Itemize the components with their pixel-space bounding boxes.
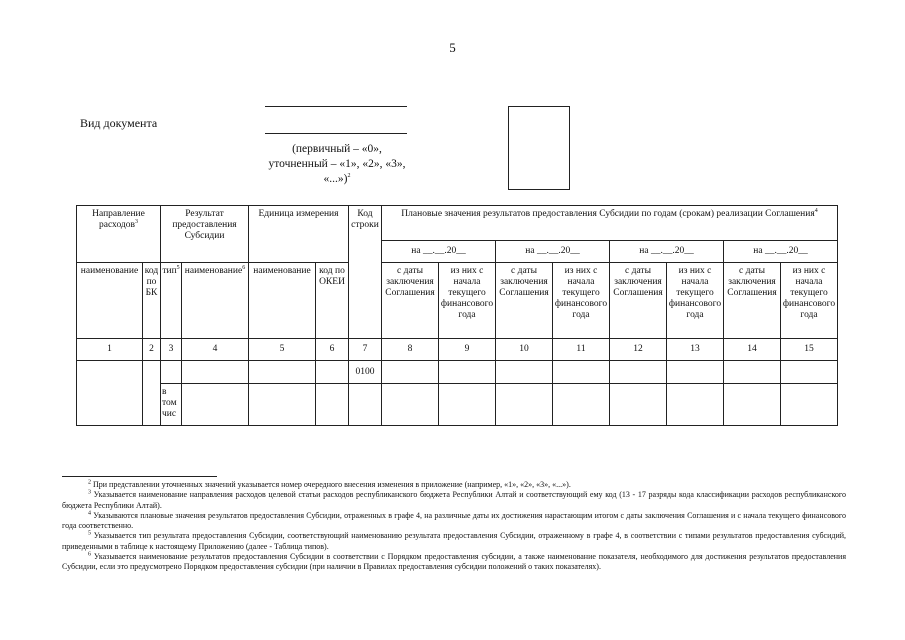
- subheader-direction-name: наименование: [77, 263, 143, 339]
- subheader-from-date-2: с даты заключения Соглашения: [496, 263, 553, 339]
- cell-incl-value-11[interactable]: [553, 384, 610, 426]
- cell-incl-value-13[interactable]: [667, 384, 724, 426]
- col-number-3: 3: [161, 339, 182, 361]
- subheader-okei: код по ОКЕИ: [316, 263, 349, 339]
- cell-incl-okei[interactable]: [316, 384, 349, 426]
- cell-value-15[interactable]: [781, 361, 838, 384]
- col-number-12: 12: [610, 339, 667, 361]
- col-number-14: 14: [724, 339, 781, 361]
- subheader-result-name: наименование$^6$: [182, 263, 249, 339]
- col-number-1: 1: [77, 339, 143, 361]
- footnote-3: $^3$ Указывается наименование направления расходов целевой статьи расходов республиканского бюджета Республики Алтай и соответствующий ему код (13 - 17 разряды кода классификации расходов республиканского бюджета Республики Алтай).: [62, 489, 847, 510]
- col-number-7: 7: [349, 339, 382, 361]
- subheader-from-year-3: из них с начала текущего финансового года: [667, 263, 724, 339]
- subheader-from-date-4: с даты заключения Соглашения: [724, 263, 781, 339]
- col-number-13: 13: [667, 339, 724, 361]
- cell-including-label: в том чис: [161, 384, 182, 426]
- cell-result-name[interactable]: [182, 361, 249, 384]
- cell-value-9[interactable]: [439, 361, 496, 384]
- document-type-line-2: [265, 133, 407, 134]
- cell-value-13[interactable]: [667, 361, 724, 384]
- cell-value-12[interactable]: [610, 361, 667, 384]
- subheader-from-date-1: с даты заключения Соглашения: [382, 263, 439, 339]
- footnote-2: $^2$ При представлении уточненных значений указывается номер очередного внесения изменения в приложение (например, «1», «2», «3», «...»).: [88, 479, 571, 489]
- cell-incl-value-8[interactable]: [382, 384, 439, 426]
- footnote-4: $^4$ Указываются плановые значения результатов предоставления Субсидии, отраженных в графе 4, на различные даты их достижения нарастающим итогом с даты заключения Соглашения и с начала текущего финансового года соответственно.: [62, 510, 846, 531]
- cell-value-14[interactable]: [724, 361, 781, 384]
- table-row: [77, 384, 838, 426]
- cell-okei[interactable]: [316, 361, 349, 384]
- year-label-2: на __.__.20__: [496, 241, 610, 263]
- cell-incl-value-10[interactable]: [496, 384, 553, 426]
- year-label-1: на __.__.20__: [382, 241, 496, 263]
- cell-incl-value-12[interactable]: [610, 384, 667, 426]
- footnote-separator: [62, 476, 217, 477]
- subheader-from-year-4: из них с начала текущего финансового года: [781, 263, 838, 339]
- subheader-from-date-3: с даты заключения Соглашения: [610, 263, 667, 339]
- document-type-box: [508, 106, 570, 190]
- header-unit: Единица измерения: [249, 206, 349, 263]
- cell-incl-row-code[interactable]: [349, 384, 382, 426]
- col-number-5: 5: [249, 339, 316, 361]
- subheader-code-bk: код по БК: [143, 263, 161, 339]
- table-row: [77, 361, 838, 384]
- cell-value-10[interactable]: [496, 361, 553, 384]
- footnote-6: $^6$ Указывается наименование результатов предоставления Субсидии в соответствии с Порядком предоставления субсидии, а также наименование показателя, необходимого для достижения результатов предоставления Субсидии, если это предусмотрено Порядком предоставления субсидии (при наличии в Правилах предоставления субсидии положений о таких показателях).: [62, 551, 847, 572]
- col-number-4: 4: [182, 339, 249, 361]
- header-code: Код строки: [349, 206, 382, 339]
- cell-unit-name[interactable]: [249, 361, 316, 384]
- subheader-unit-name: наименование: [249, 263, 316, 339]
- col-number-2: 2: [143, 339, 161, 361]
- subheader-type: тип$^5$: [161, 263, 182, 339]
- header-planned: Плановые значения результатов предоставления Субсидии по годам (срокам) реализации Соглашения$^4$: [382, 206, 838, 241]
- cell-incl-result-name[interactable]: [182, 384, 249, 426]
- document-type-line-1: [265, 106, 407, 107]
- col-number-8: 8: [382, 339, 439, 361]
- col-number-15: 15: [781, 339, 838, 361]
- page-number: 5: [449, 40, 456, 55]
- results-table: [76, 205, 838, 426]
- document-type-hint: (первичный – «0», уточненный – «1», «2», «3», «...»)$^2$: [268, 143, 406, 185]
- subheader-from-year-1: из них с начала текущего финансового года: [439, 263, 496, 339]
- cell-row-code: 0100: [349, 361, 382, 384]
- footnotes: [62, 480, 846, 573]
- document-type-label: Вид документа: [80, 116, 158, 130]
- cell-incl-unit-name[interactable]: [249, 384, 316, 426]
- header-direction: Направление расходов$^3$: [77, 206, 161, 263]
- cell-value-8[interactable]: [382, 361, 439, 384]
- cell-incl-value-15[interactable]: [781, 384, 838, 426]
- col-number-11: 11: [553, 339, 610, 361]
- cell-incl-value-9[interactable]: [439, 384, 496, 426]
- footnote-5: $^5$ Указывается тип результата предоставления Субсидии, соответствующий наименованию результата предоставления Субсидии, отраженному в графе 4, в соответствии с типами результатов предоставления субсидий, приведенными в таблице к настоящему Приложению (далее - Таблица типов).: [62, 530, 847, 551]
- col-number-6: 6: [316, 339, 349, 361]
- subheader-from-year-2: из них с начала текущего финансового года: [553, 263, 610, 339]
- cell-code-bk[interactable]: [143, 361, 161, 426]
- col-number-9: 9: [439, 339, 496, 361]
- year-label-3: на __.__.20__: [610, 241, 724, 263]
- cell-type[interactable]: [161, 361, 182, 384]
- cell-incl-value-14[interactable]: [724, 384, 781, 426]
- col-number-10: 10: [496, 339, 553, 361]
- cell-value-11[interactable]: [553, 361, 610, 384]
- cell-direction-name[interactable]: [77, 361, 143, 426]
- year-label-4: на __.__.20__: [724, 241, 838, 263]
- header-result: Результат предоставления Субсидии: [161, 206, 249, 263]
